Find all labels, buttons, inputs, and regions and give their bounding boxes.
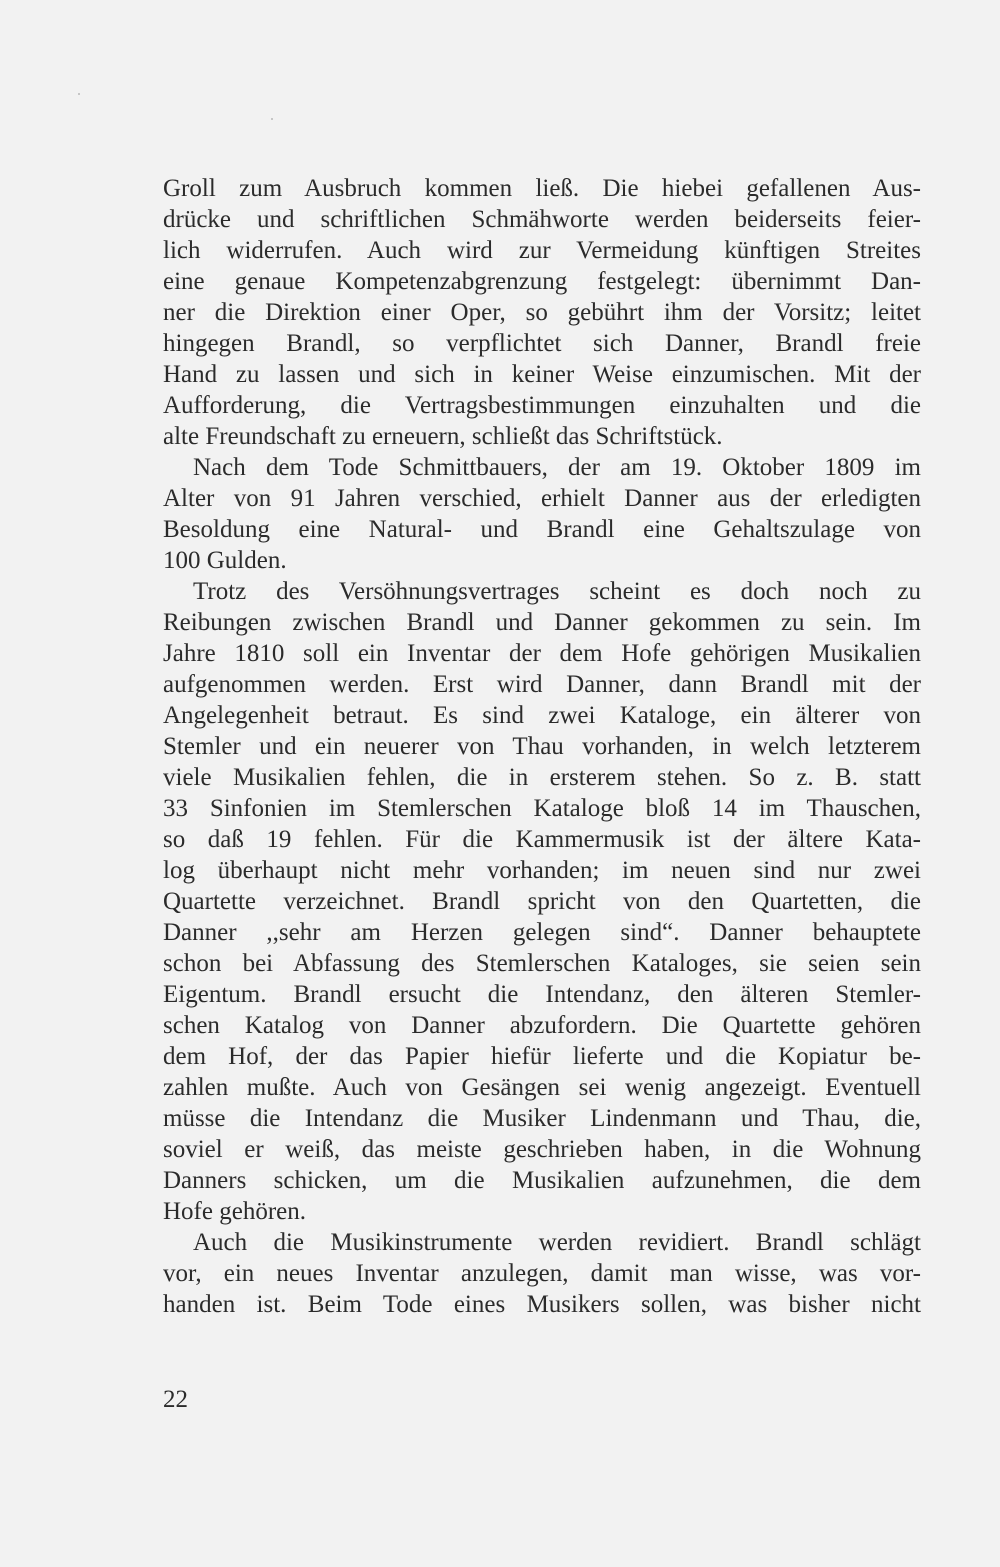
paper-speck	[78, 93, 80, 95]
text-line: viele Musikalien fehlen, die in ersterem stehen. So z. B. statt	[163, 764, 921, 791]
text-line: Auch die Musikinstrumente werden revidiert. Brandl schlägt	[193, 1229, 921, 1256]
text-line: 100 Gulden.	[163, 547, 287, 574]
text-line: dem Hof, der das Papier hiefür lieferte und die Kopiatur be-	[163, 1043, 921, 1070]
text-line: hingegen Brandl, so verpflichtet sich Danner, Brandl freie	[163, 330, 921, 357]
text-line: Nach dem Tode Schmittbauers, der am 19. Oktober 1809 im	[193, 454, 921, 481]
text-line: Alter von 91 Jahren verschied, erhielt Danner aus der erledigten	[163, 485, 921, 512]
text-line: 33 Sinfonien im Stemlerschen Kataloge bloß 14 im Thauschen,	[163, 795, 921, 822]
text-line: Besoldung eine Natural- und Brandl eine Gehaltszulage von	[163, 516, 921, 543]
text-line: lich widerrufen. Auch wird zur Vermeidung künftigen Streites	[163, 237, 921, 264]
text-line: Angelegenheit betraut. Es sind zwei Kataloge, ein älterer von	[163, 702, 921, 729]
text-line: Trotz des Versöhnungsvertrages scheint es doch noch zu	[193, 578, 921, 605]
text-line: zahlen mußte. Auch von Gesängen sei wenig angezeigt. Eventuell	[163, 1074, 921, 1101]
text-line: schen Katalog von Danner abzufordern. Die Quartette gehören	[163, 1012, 921, 1039]
text-line: so daß 19 fehlen. Für die Kammermusik ist der ältere Kata-	[163, 826, 921, 853]
text-line: Jahre 1810 soll ein Inventar der dem Hofe gehörigen Musikalien	[163, 640, 921, 667]
body-text	[163, 173, 921, 1320]
text-line: Danner ,,sehr am Herzen gelegen sind“. Danner behauptete	[163, 919, 921, 946]
text-line: schon bei Abfassung des Stemlerschen Kataloges, sie seien sein	[163, 950, 921, 977]
text-line: drücke und schriftlichen Schmähworte werden beiderseits feier-	[163, 206, 921, 233]
page-number: 22	[163, 1386, 188, 1413]
text-line: müsse die Intendanz die Musiker Lindenmann und Thau, die,	[163, 1105, 921, 1132]
text-line: log überhaupt nicht mehr vorhanden; im neuen sind nur zwei	[163, 857, 921, 884]
text-line: handen ist. Beim Tode eines Musikers sollen, was bisher nicht	[163, 1291, 921, 1318]
text-line: Hofe gehören.	[163, 1198, 306, 1225]
paper-speck	[271, 118, 273, 120]
text-line: ner die Direktion einer Oper, so gebührt ihm der Vorsitz; leitet	[163, 299, 921, 326]
text-line: Groll zum Ausbruch kommen ließ. Die hiebei gefallenen Aus-	[163, 175, 921, 202]
text-line: alte Freundschaft zu erneuern, schließt das Schriftstück.	[163, 423, 723, 450]
text-line: Quartette verzeichnet. Brandl spricht von den Quartetten, die	[163, 888, 921, 915]
text-line: vor, ein neues Inventar anzulegen, damit man wisse, was vor-	[163, 1260, 921, 1287]
text-line: Eigentum. Brandl ersucht die Intendanz, den älteren Stemler-	[163, 981, 921, 1008]
text-line: Hand zu lassen und sich in keiner Weise einzumischen. Mit der	[163, 361, 921, 388]
text-line: Stemler und ein neuerer von Thau vorhanden, in welch letzterem	[163, 733, 921, 760]
text-line: soviel er weiß, das meiste geschrieben haben, in die Wohnung	[163, 1136, 921, 1163]
text-line: Reibungen zwischen Brandl und Danner gekommen zu sein. Im	[163, 609, 921, 636]
text-line: Danners schicken, um die Musikalien aufzunehmen, die dem	[163, 1167, 921, 1194]
text-line: Aufforderung, die Vertragsbestimmungen einzuhalten und die	[163, 392, 921, 419]
text-line: aufgenommen werden. Erst wird Danner, dann Brandl mit der	[163, 671, 921, 698]
text-line: eine genaue Kompetenzabgrenzung festgelegt: übernimmt Dan-	[163, 268, 921, 295]
